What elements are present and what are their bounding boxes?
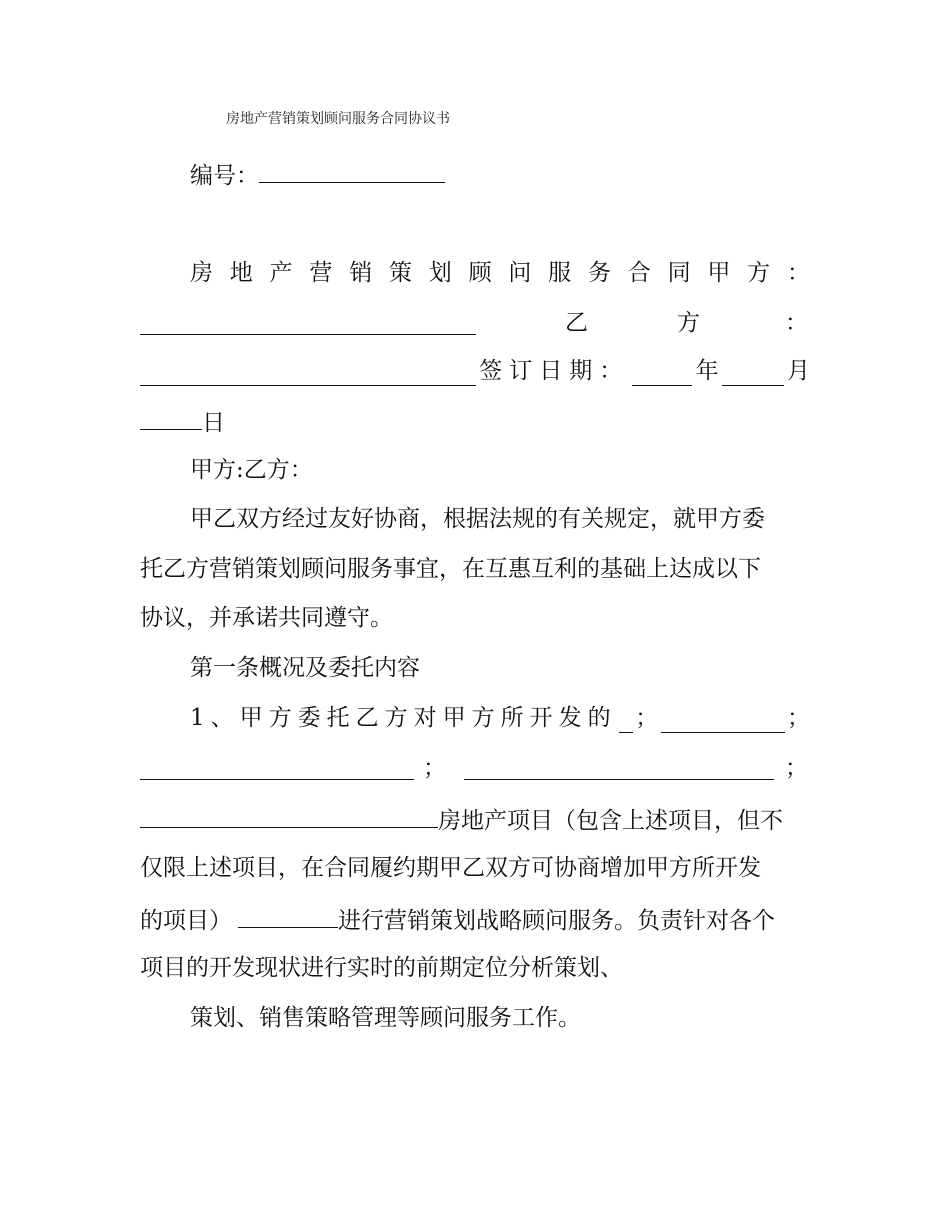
title-line-char: 服 bbox=[548, 260, 572, 286]
para1-line-2: 托乙方营销策划顾问服务事宜，在互惠互利的基础上达成以下 bbox=[140, 556, 761, 582]
year-blank bbox=[632, 361, 692, 386]
party-b-char-2: 方 bbox=[677, 310, 700, 336]
month-blank bbox=[722, 361, 784, 386]
item1-line-1 bbox=[190, 703, 810, 733]
title-line-char: 顾 bbox=[468, 260, 492, 286]
year-label: 年 bbox=[695, 358, 719, 384]
item1-line-6: 项目的开发现状进行实时的前期定位分析策划、 bbox=[140, 955, 623, 981]
title-line-char: 地 bbox=[229, 260, 253, 286]
parties-line: 甲方:乙方： bbox=[190, 457, 313, 483]
title-line-char: ： bbox=[786, 260, 810, 286]
title-line-char: 务 bbox=[587, 260, 611, 286]
title-line-char: 房 bbox=[190, 260, 213, 286]
item1-line6-pre: 的项目） bbox=[140, 908, 232, 934]
title-line-char: 划 bbox=[428, 260, 452, 286]
title-line-char: 销 bbox=[349, 260, 373, 286]
article1-heading: 第一条概况及委托内容 bbox=[190, 655, 420, 681]
item1-blank-4 bbox=[464, 755, 774, 780]
month-label: 月 bbox=[786, 358, 810, 384]
party-b-char-3: ： bbox=[785, 310, 808, 336]
sign-date-line bbox=[140, 356, 810, 386]
party-a-blank bbox=[140, 310, 476, 335]
day-blank bbox=[140, 405, 202, 430]
title-line-char: 策 bbox=[388, 260, 412, 286]
item1-prefix: 1、甲方委托乙方对甲方所开发的 bbox=[190, 705, 617, 731]
item1-blank-5 bbox=[140, 803, 438, 828]
item1-semicolon-4: ； bbox=[785, 755, 808, 781]
item1-line-3 bbox=[140, 803, 810, 836]
title-line-char: 产 bbox=[269, 260, 293, 286]
contract-number-line bbox=[190, 158, 490, 191]
day-line bbox=[140, 405, 810, 438]
item1-line6-post: 进行营销策划战略顾问服务。负责针对各个 bbox=[338, 908, 775, 934]
title-line-char: 同 bbox=[667, 260, 691, 286]
title-line-char: 方 bbox=[747, 260, 771, 286]
title-line-char: 合 bbox=[627, 260, 651, 286]
day-label: 日 bbox=[202, 410, 225, 436]
item1-semicolon-3: ； bbox=[423, 755, 446, 781]
header-title: 房地产营销策划顾问服务合同协议书 bbox=[226, 111, 450, 127]
title-line-char: 营 bbox=[309, 260, 333, 286]
contract-title-line bbox=[190, 258, 810, 288]
contract-number-label: 编号： bbox=[190, 163, 259, 189]
sign-date-label: 签订日期： bbox=[479, 358, 630, 384]
item1-blank-6 bbox=[238, 903, 338, 928]
title-line-char: 问 bbox=[508, 260, 532, 286]
item1-tail: 房地产项目（包含上述项目，但不 bbox=[438, 808, 783, 834]
item1-blank-2 bbox=[661, 708, 785, 733]
item1-line-5 bbox=[140, 903, 810, 936]
item1-blank-1 bbox=[619, 708, 633, 733]
para1-line-1: 甲乙双方经过友好协商，根据法规的有关规定，就甲方委 bbox=[190, 506, 765, 532]
item1-semicolon-1: ； bbox=[635, 705, 659, 731]
para1-line-3: 协议，并承诺共同遵守。 bbox=[140, 605, 393, 631]
item1-semicolon-2: ； bbox=[786, 705, 810, 731]
party-b-char-1: 乙 bbox=[565, 310, 588, 336]
item1-blank-3 bbox=[140, 755, 414, 780]
title-line-char: 甲 bbox=[707, 260, 731, 286]
party-b-blank bbox=[140, 361, 476, 386]
item1-line-4: 仅限上述项目，在合同履约期甲乙双方可协商增加甲方所开发 bbox=[140, 855, 761, 881]
contract-number-blank bbox=[259, 158, 445, 183]
item1-line-7: 策划、销售策略管理等顾问服务工作。 bbox=[190, 1005, 581, 1031]
